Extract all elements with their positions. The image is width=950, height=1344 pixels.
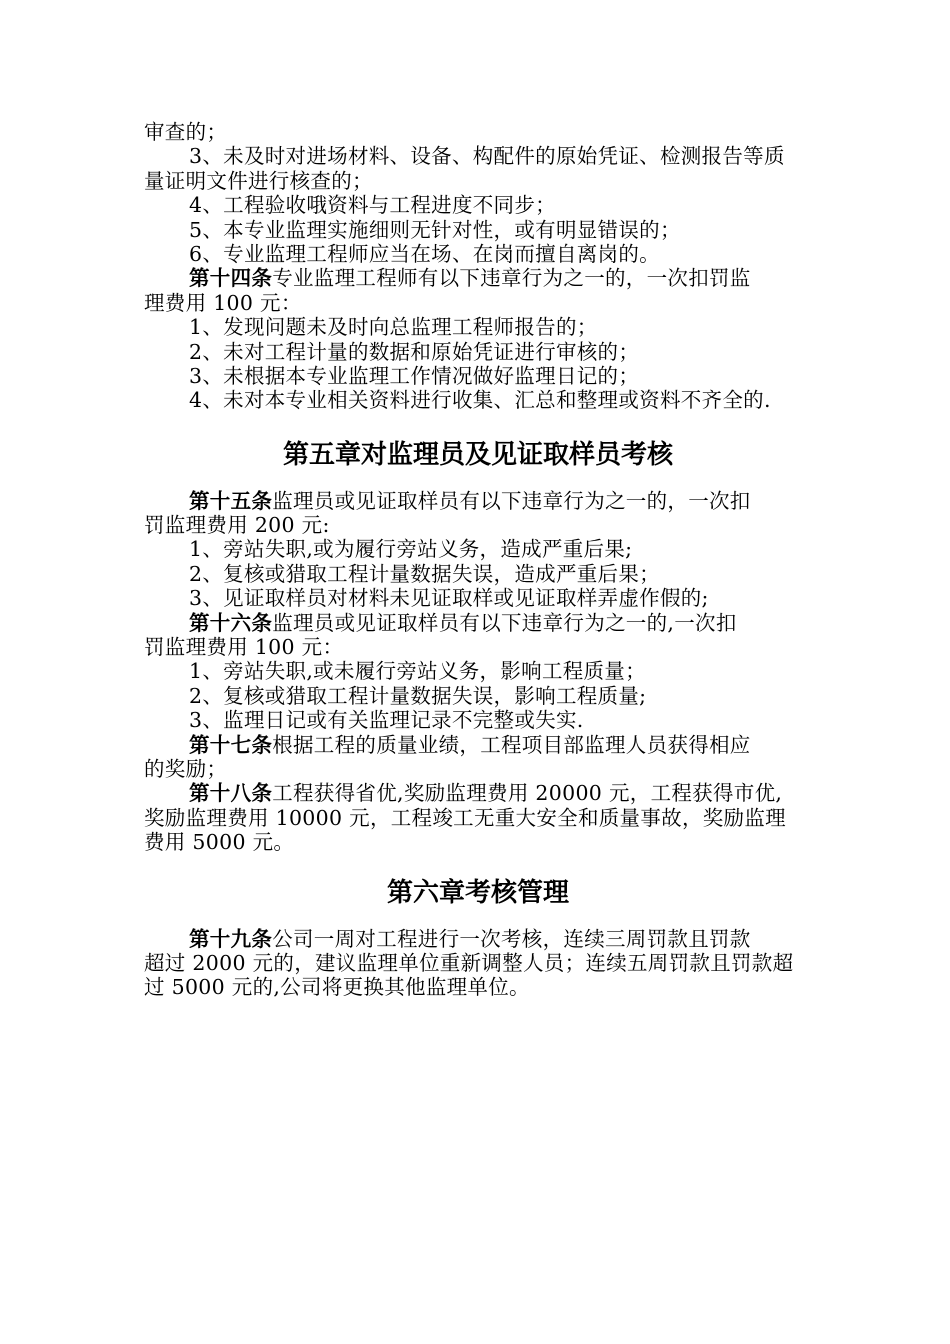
list-item: 4、工程验收哦资料与工程进度不同步；: [189, 193, 556, 218]
text-line: 的奖励；: [144, 756, 228, 781]
article-19-title: 第十九条: [189, 926, 273, 951]
article-18-title: 第十八条: [189, 781, 273, 806]
text-line: 量证明文件进行核查的；: [144, 168, 373, 193]
list-item: 3、未根据本专业监理工作情况做好监理日记的；: [189, 363, 640, 388]
text-line: 罚监理费用 200 元:: [144, 513, 330, 538]
text-line: 过 5000 元的,公司将更换其他监理单位。: [144, 975, 530, 1000]
text-line: 奖励监理费用 10000 元，工程竣工无重大安全和质量事故，奖励监理: [144, 805, 786, 830]
article-16-title: 第十六条: [189, 610, 273, 635]
article-14: [144, 266, 812, 290]
text-line: 审查的；: [144, 120, 228, 144]
list-item: 1、旁站失职,或为履行旁站义务，造成严重后果;: [189, 537, 633, 562]
article-15-text: 监理员或见证取样员有以下违章行为之一的，一次扣: [272, 488, 751, 513]
list-item: 5、本专业监理实施细则无针对性，或有明显错误的；: [189, 217, 681, 242]
article-15-title: 第十五条: [189, 488, 273, 513]
article-16: [144, 611, 812, 635]
list-item: 4、未对本专业相关资料进行收集、汇总和整理或资料不齐全的.: [189, 388, 771, 413]
list-item: 1、旁站失职,或未履行旁站义务，影响工程质量；: [189, 659, 646, 684]
chapter-6-heading: 第六章考核管理: [386, 877, 569, 908]
article-19: [144, 927, 812, 951]
article-15: [144, 489, 812, 513]
text-line: 罚监理费用 100 元：: [144, 635, 344, 660]
article-14-text: 专业监理工程师有以下违章行为之一的，一次扣罚监: [272, 266, 751, 291]
article-17-title: 第十七条: [189, 732, 273, 757]
list-item: 2、未对工程计量的数据和原始凭证进行审核的；: [189, 339, 640, 364]
list-item: 3、见证取样员对材料未见证取样或见证取样弄虚作假的;: [189, 586, 709, 611]
text-line: 超过 2000 元的，建议监理单位重新调整人员；连续五周罚款且罚款超: [144, 950, 794, 975]
article-17: [144, 733, 812, 757]
article-18-text: 工程获得省优,奖励监理费用 20000 元，工程获得市优,: [272, 781, 783, 806]
text-line: 费用 5000 元。: [144, 830, 295, 855]
list-item: 3、未及时对进场材料、设备、构配件的原始凭证、检测报告等质: [189, 144, 785, 169]
article-17-text: 根据工程的质量业绩，工程项目部监理人员获得相应: [272, 732, 751, 757]
document-page: [144, 120, 812, 1000]
article-19-text: 公司一周对工程进行一次考核，连续三周罚款且罚款: [272, 926, 751, 951]
list-item: 6、专业监理工程师应当在场、在岗而擅自离岗的。: [189, 241, 660, 266]
list-item: 3、监理日记或有关监理记录不完整或失实.: [189, 708, 584, 733]
list-item: 2、复核或猎取工程计量数据失误，影响工程质量;: [189, 683, 647, 708]
list-item: 1、发现问题未及时向总监理工程师报告的；: [189, 315, 598, 340]
text-line: 理费用 100 元：: [144, 290, 302, 315]
chapter-5-heading: 第五章对监理员及见证取样员考核: [282, 439, 673, 470]
article-16-text: 监理员或见证取样员有以下违章行为之一的,一次扣: [272, 610, 737, 635]
article-18: [144, 781, 812, 805]
list-item: 2、复核或猎取工程计量数据失误，造成严重后果；: [189, 561, 660, 586]
article-14-title: 第十四条: [189, 266, 273, 291]
